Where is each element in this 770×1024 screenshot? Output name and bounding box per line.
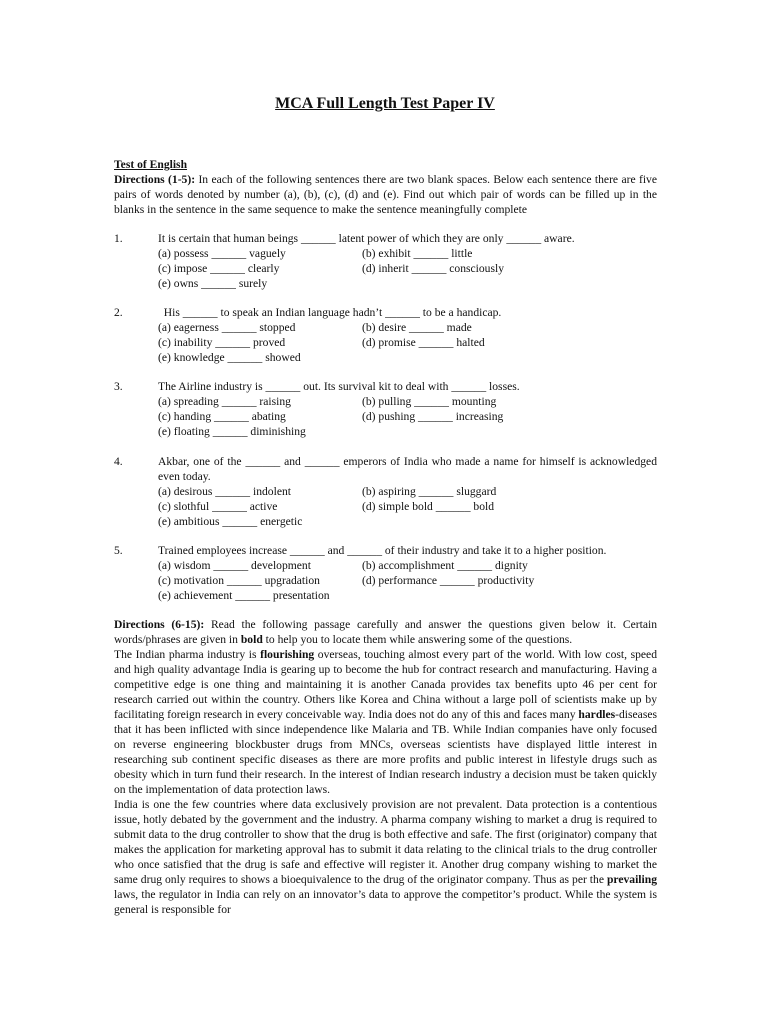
bold-word: hardles (578, 708, 616, 721)
question-number: 4. (114, 455, 123, 468)
option-a: (a) desirous ______ indolent (158, 485, 291, 498)
passage-text: India is one the few countries where data exclusively provision are not prevalent. Data protection is a contentious issue, hotly debated by the government and the industry. A pharma company wishing to market a drug is required to submit data to the drug controller to show that the drug is both effective and safe. The first (originator) company that makes the application for marketing approval has to submit it data relating to the clinical trials to the drug controller who once satisfied that the drug is safe and effective will register it. Another drug company wishing to market the same drug only requires to shows a bioequivalence to the drug of the originator company. Thus as per the (114, 798, 657, 886)
question-number: 2. (114, 306, 123, 319)
directions-6-15 (114, 617, 657, 647)
option-d: (d) pushing ______ increasing (362, 410, 504, 423)
bold-word: prevailing (606, 873, 657, 886)
question-number: 1. (114, 232, 123, 245)
question-stem: The Airline industry is ______ out. Its survival kit to deal with ______ losses. (158, 380, 520, 393)
option-e: (e) achievement ______ presentation (158, 589, 330, 602)
passage-paragraph-1 (114, 647, 657, 797)
passage-text: -diseases that it has been inflicted with since independence like Malaria and TB. While Indian companies have only focused on reverse engineering blockbuster drugs from MNCs, overseas scientists have displayed little interest in researching sub continent specific diseases as there are more profits and public interest in lifestyle drugs such as obesity which in turn fund their research. In the interest of Indian research industry a decision must be taken quickly on the implementation of data protection laws. (114, 708, 657, 796)
option-a: (a) eagerness ______ stopped (158, 321, 296, 334)
option-b: (b) aspiring ______ sluggard (362, 485, 497, 498)
bold-word: flourishing (260, 648, 315, 661)
question-number: 3. (114, 380, 123, 393)
option-e: (e) knowledge ______ showed (158, 351, 301, 364)
directions-text: Read the following passage carefully and answer the questions given below it. Certain words/phrases are given in (114, 618, 657, 646)
option-a: (a) possess ______ vaguely (158, 247, 286, 260)
question-stem: His ______ to speak an Indian language hadn’t ______ to be a handicap. (158, 306, 502, 319)
directions-label: Directions (6-15): (114, 618, 205, 631)
option-a: (a) spreading ______ raising (158, 395, 291, 408)
option-d: (d) inherit ______ consciously (362, 262, 505, 275)
option-b: (b) pulling ______ mounting (362, 395, 497, 408)
option-e: (e) ambitious ______ energetic (158, 515, 303, 528)
directions-text: to help you to locate them while answering some of the questions. (262, 633, 573, 646)
option-b: (b) accomplishment ______ dignity (362, 559, 528, 572)
passage-paragraph-2 (114, 797, 657, 917)
option-c: (c) impose ______ clearly (158, 262, 280, 275)
directions-label: Directions (1-5): (114, 173, 196, 186)
question-stem: Trained employees increase ______ and ______ of their industry and take it to a higher position. (158, 544, 607, 557)
passage-text: overseas, touching almost every part of the world. With low cost, speed and high quality advantage India is gearing up to become the hub for contract research and manufacturing. Having a competitive edge is one thing and maintaining it is another Canada provides tax benefits upto 46 per cent for research carried out within the country. Others like Korea and China without a large poll of scientists make up by facilitating foreign research in every conceivable way. India does not do any of this and faces many (114, 648, 657, 721)
directions-text: In each of the following sentences there are two blank spaces. Below each sentence there are five pairs of words denoted by number (a), (b), (c), (d) and (e). Find out which pair of words can be filled up in the blanks in the sentence in the same sequence to make the sentence meaningfully complete (114, 173, 657, 216)
option-b: (b) exhibit ______ little (362, 247, 473, 260)
option-e: (e) floating ______ diminishing (158, 425, 306, 438)
option-e: (e) owns ______ surely (158, 277, 268, 290)
bold-word: bold (240, 633, 263, 646)
option-b: (b) desire ______ made (362, 321, 472, 334)
option-d: (d) promise ______ halted (362, 336, 485, 349)
option-d: (d) performance ______ productivity (362, 574, 535, 587)
passage-section (114, 617, 657, 917)
question-number: 5. (114, 544, 123, 557)
option-a: (a) wisdom ______ development (158, 559, 311, 572)
option-c: (c) slothful ______ active (158, 500, 278, 513)
passage-text: laws, the regulator in India can rely on an innovator’s data to approve the competitor’s product. While the system is general is responsible for (114, 888, 657, 916)
option-d: (d) simple bold ______ bold (362, 500, 495, 513)
question-stem: It is certain that human beings ______ latent power of which they are only ______ aware. (158, 232, 575, 245)
option-c: (c) inability ______ proved (158, 336, 286, 349)
passage-text: The Indian pharma industry is (114, 648, 261, 661)
section-heading: Test of English (114, 158, 188, 171)
directions-1-5 (114, 172, 657, 217)
option-c: (c) handing ______ abating (158, 410, 286, 423)
question-stem: Akbar, one of the ______ and ______ emperors of India who made a name for himself is acknowledged even today. (158, 455, 657, 483)
option-c: (c) motivation ______ upgradation (158, 574, 320, 587)
page-title: MCA Full Length Test Paper IV (275, 95, 495, 112)
